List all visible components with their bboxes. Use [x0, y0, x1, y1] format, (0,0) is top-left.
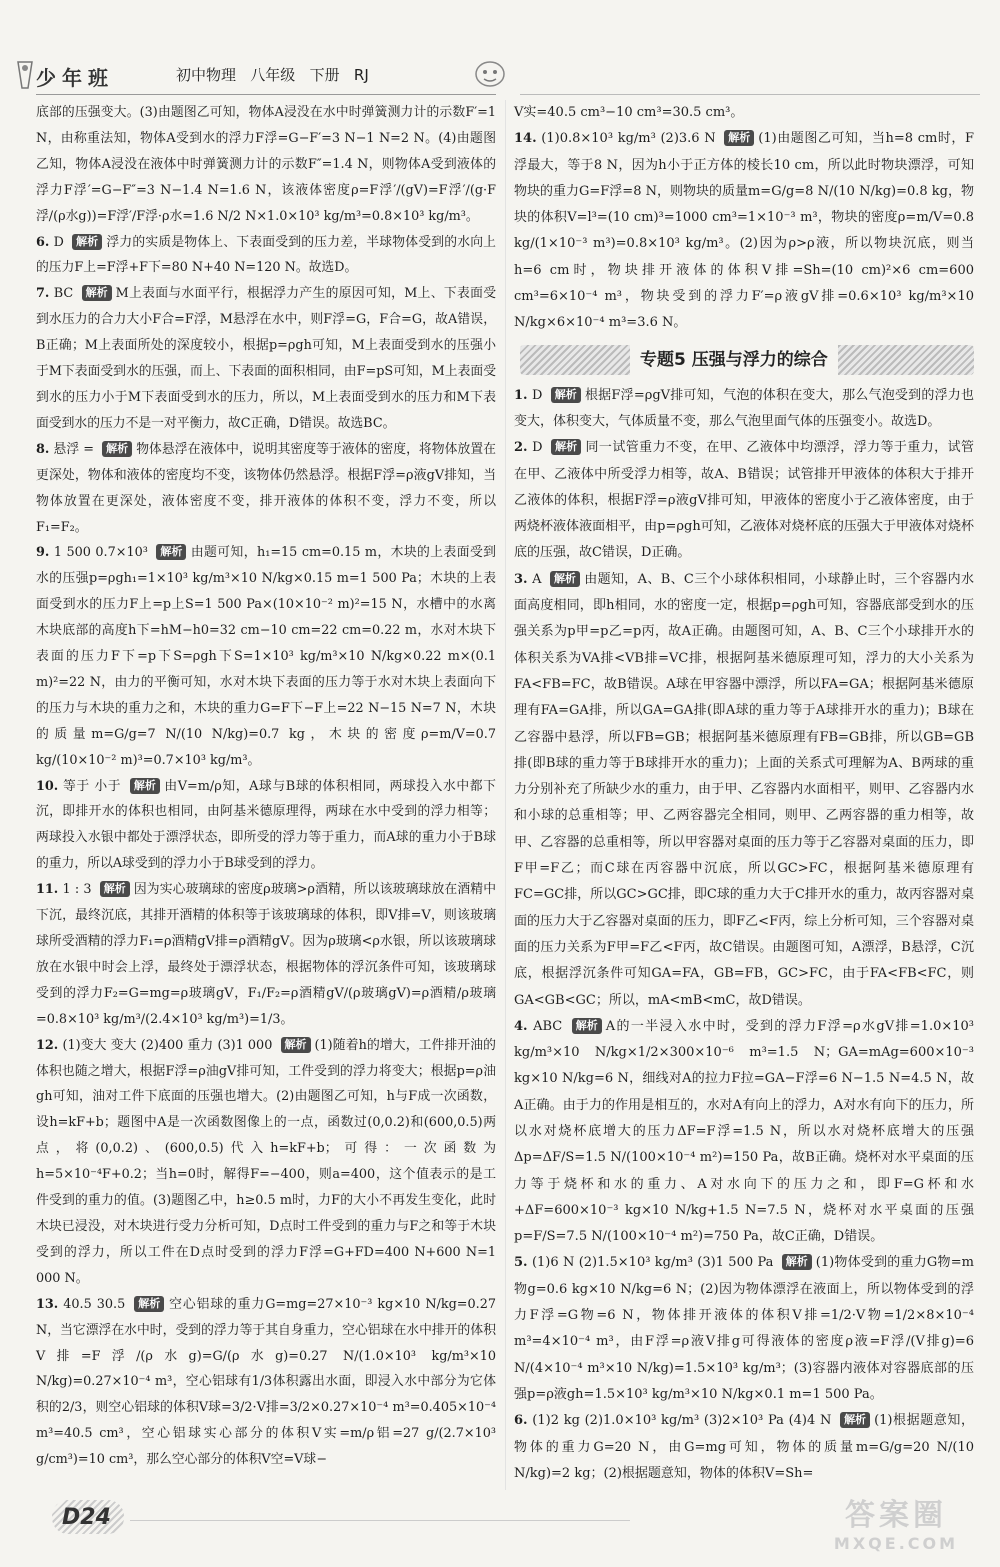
answer-item [36, 437, 496, 541]
analysis-badge: 解析 [551, 439, 581, 455]
answer-item [514, 1014, 974, 1251]
answer-text: 物体悬浮在液体中，说明其密度等于液体的密度，将物体放置在更深处，物体和液体的密度均不变，该物体仍然悬浮。根据F浮=ρ液gV排知，当物体放置在更深处，液体密度不变，排开液体的体积不变，浮力不变，所以F₁=F₂。 [36, 441, 496, 535]
answer-item [36, 281, 496, 436]
answer-item [514, 100, 974, 126]
answer-text: A的一半浸入水中时，受到的浮力F浮=ρ水gV排=1.0×10³ kg/m³×10 N/kg×1/2×300×10⁻⁶ m³=1.5 N；GA=mAg=600×10⁻³ kg×10 N/kg=6 N，细线对A的拉力F拉=GA−F浮=6 N−1.5 N=4.5 N，故A正确。由于力的作用是相互的，水对A有向上的浮力，A对水有向下的压力，所以水对烧杯底增大的压力ΔF=F浮=1.5 N，所以水对烧杯底增大的压强Δp=ΔF/S=1.5 N/(100×10⁻⁴ m²)=150 Pa，故B正确。烧杯对水平桌面的压力等于烧杯和水的重力、A对水向下的压力之和，即F=G杯和水+ΔF=600×10⁻³ kg×10 N/kg+1.5 N=7.5 N，烧杯对水平桌面的压强p=F/S=7.5 N/(100×10⁻⁴ m²)=750 Pa，故C正确，D错误。 [514, 1018, 975, 1245]
header-divider-right [520, 94, 980, 95]
page-number: D24 [62, 1505, 111, 1530]
answer-text: 由V=m/ρ知，A球与B球的体积相同，两球投入水中都下沉，即排开水的体积也相同，由阿基米德原理得，两球在水中受到的浮力相等；两球投入水银中都处于漂浮状态，即所受的浮力等于重力，而A球的重力小于B球的重力，所以A球受到的浮力小于B球受到的浮力。 [36, 778, 496, 872]
brand-logo: 少年班 [36, 66, 114, 90]
answer-value: A [532, 571, 542, 587]
question-number: 6. [514, 1413, 528, 1429]
question-number: 14. [514, 131, 537, 147]
topic-title: 专题5 压强与浮力的综合 [630, 345, 838, 375]
answer-text: (1)随着h的增大，工件排开油的体积也随之增大，根据F浮=ρ油gV排可知，工件受到的浮力将变大；根据p=ρ油gh可知，油对工件下底面的压强也增大。(2)由题图乙可知，h与F成一次函数，设h=kF+b；题图中A是一次函数图像上的一点，函数过(0,0.2)和(600,0.5)两点，将(0,0.2)、(600,0.5)代入h=kF+b；可得：一次函数为h=5×10⁻⁴F+0.2；当h=0时，解得F=−400，则a=400，这个值表示的是工件受到的重力的值。(3)题图乙中，h≥0.5 m时，力F的大小不再发生变化，此时木块已浸没，对木块进行受力分析可知，D点时工件受到的重力与F之和等于木块受到的浮力，所以工件在D点时受到的浮力F浮=G+FD=400 N+600 N=1 000 N。 [36, 1037, 496, 1286]
answer-text: 根据F浮=ρgV排可知，气泡的体积在变大，那么气泡受到的浮力也变大，体积变大，气体质量不变，那么气泡里面气体的压强变小。故选D。 [514, 387, 975, 429]
answer-text: 同一试管重力不变，在甲、乙液体中均漂浮，浮力等于重力，试管在甲、乙液体中所受浮力相等，故A、B错误；试管排开甲液体的体积大于排开乙液体的体积，根据F浮=ρ液gV排可知，甲液体的密度小于乙液体密度，由于两烧杯液体液面相平，由p=ρgh可知，乙液体对烧杯底的压强大于甲液体对烧杯底的压强，故C错误，D正确。 [514, 440, 974, 561]
question-number: 13. [36, 1296, 59, 1312]
answer-text: 由题知，A、B、C三个小球体积相同，小球静止时，三个容器内水面高度相同，即h相同，水的密度一定，根据p=ρgh可知，容器底部受到水的压强关系为p甲=p乙=p丙，故A正确。由题图可知，A、B、C三个小球排开水的体积关系为VA排<VB排=VC排，根据阿基米德原理可知，浮力的大小关系为FA<FB=FC，故B错误。A球在甲容器中漂浮，所以FA=GA；根据阿基米德原理有FA=GA排，所以GA=GA排(即A球的重力等于A球排开水的重力)；B球在乙容器中悬浮，所以FB=GB；根据阿基米德原理有FB=GB排，所以GB=GB排(即B球的重力等于B球排开水的重力)；上面的关系式可理解为A、B两球的重力分别补充了所缺少水的重力，由于甲、乙容器内水面相平，则甲、乙容器内水和小球的总重相等；甲、乙两容器完全相同，则甲、乙两容器的重力相等，故甲、乙容器的总重相等，所以甲容器对桌面的压力等于乙容器对桌面的压力，即F甲=F乙；而C球在丙容器中沉底，所以GC>FC，根据阿基米德原理有FC=GC排，所以GC>GC排，即C球的重力大于C排开水的重力，故丙容器对桌面的压力大于乙容器对桌面的压力，即F乙<F丙，综上分析可知，三个容器对桌面的压力关系为F甲=F乙<F丙，故C错误。由题图可知，A漂浮，B悬浮，C沉底，根据浮沉条件可知GA=FA，GB=FB，GC>FC，由于FA<FB<FC，则GA<GB<GC；所以，mA<mB<mC，故D错误。 [514, 571, 975, 1008]
analysis-badge: 解析 [724, 130, 754, 146]
header-divider [36, 94, 496, 95]
answer-value: 40.5 30.5 [63, 1296, 126, 1312]
analysis-badge: 解析 [551, 387, 581, 403]
analysis-badge: 解析 [572, 1018, 602, 1034]
answer-item [36, 540, 496, 773]
page-header [0, 0, 1000, 100]
answer-item [514, 435, 974, 566]
analysis-badge: 解析 [550, 571, 580, 587]
answer-item [36, 100, 496, 230]
answer-value: 1 : 3 [62, 882, 92, 898]
answer-text: (1)根据题意知，物体的重力G=20 N，由G=mg可知，物体的质量m=G/g=20 N/(10 N/kg)=2 kg；(2)根据题意知，物体的体积V=Sh= [514, 1413, 974, 1481]
answer-item [514, 383, 974, 436]
analysis-badge: 解析 [82, 285, 112, 301]
question-number: 3. [514, 571, 528, 587]
answer-item [36, 877, 496, 1032]
book-info: 初中物理 八年级 下册 RJ [176, 66, 369, 84]
answer-item [36, 1033, 496, 1292]
question-number: 8. [36, 441, 50, 457]
answer-text: 底部的压强变大。(3)由题图乙可知，物体A浸没在水中时弹簧测力计的示数F′=1 N，由称重法知，物体A受到水的浮力F浮=G−F′=3 N−1 N=2 N。(4)由题图乙知，物体A浸没在液体中时弹簧测力计的示数F″=1.4 N，则物体A受到液体的浮力F浮′=G−F″=3 N−1.4 N=1.6 N，该液体密度ρ=F浮′/(gV)=F浮′/(g·F浮/(ρ水g))=F浮′/F浮·ρ水=1.6 N/2 N×1.0×10³ kg/m³=0.8×10³ kg/m³。 [36, 105, 496, 224]
answer-value: (1)2 kg (2)1.0×10³ kg/m³ (3)2×10³ Pa (4)4 N [532, 1413, 832, 1429]
answer-text: 浮力的实质是物体上、下表面受到的压力差，半球物体受到的水向上的压力F上=F浮+F下=80 N+40 N=120 N。故选D。 [36, 234, 496, 276]
analysis-badge: 解析 [156, 544, 186, 560]
watermark-title: 答案圈 [845, 1498, 947, 1533]
answer-value: D [531, 387, 543, 403]
analysis-badge: 解析 [134, 1296, 164, 1312]
answer-value: (1)0.8×10³ kg/m³ (2)3.6 N [541, 131, 716, 147]
answer-value: (1)6 N (2)1.5×10³ kg/m³ (3)1 500 Pa [531, 1255, 774, 1271]
watermark [806, 1498, 986, 1558]
answer-text: 因为实心玻璃球的密度ρ玻璃>ρ酒精，所以该玻璃球放在酒精中下沉，最终沉底，其排开酒精的体积等于该玻璃球的体积，即V排=V，则该玻璃球所受酒精的浮力F₁=ρ酒精gV排=ρ酒精gV。因为ρ玻璃<ρ水银，所以该玻璃球放在水银中时会上浮，最终处于漂浮状态，根据物体的浮沉条件可知，该玻璃球受到的浮力F₂=G=mg=ρ玻璃gV，F₁/F₂=ρ酒精gV/(ρ玻璃gV)=ρ酒精/ρ玻璃=0.8×10³ kg/m³/(2.4×10³ kg/m³)=1/3。 [36, 882, 497, 1027]
answer-text: (1)由题图乙可知，当h=8 cm时，F浮最大，等于8 N，因为h小于正方体的棱长10 cm，所以此时物块漂浮，可知物块的重力G=F浮=8 N，则物块的质量m=G/g=8 N/(10 N/kg)=0.8 kg，物块的体积V=l³=(10 cm)³=1000 cm³=1×10⁻³ m³，物块的密度ρ=m/V=0.8 kg/(1×10⁻³ m³)=0.8×10³ kg/m³。(2)因为ρ>ρ液，所以物块沉底，则当h=6 cm时，物块排开液体的体积V排=Sh=(10 cm)²×6 cm=600 cm³=6×10⁻⁴ m³，物块受到的浮力F′=ρ液gV排=0.6×10³ kg/m³×10 N/kg×6×10⁻⁴ m³=3.6 N。 [514, 131, 974, 331]
mascot-icon [470, 56, 510, 92]
topic-banner [520, 345, 974, 375]
answer-text: V实=40.5 cm³−10 cm³=30.5 cm³。 [514, 105, 744, 120]
question-number: 7. [36, 286, 50, 302]
answer-value: ABC [533, 1018, 563, 1034]
analysis-badge: 解析 [72, 234, 102, 250]
analysis-badge: 解析 [840, 1412, 870, 1428]
answer-value: 1 500 0.7×10³ [53, 545, 148, 561]
answer-value: D [532, 440, 543, 456]
analysis-badge: 解析 [782, 1254, 812, 1270]
footer-divider [130, 1520, 630, 1521]
answer-value: 等于 小于 [62, 778, 122, 794]
answer-item [36, 230, 496, 282]
pencil-icon [14, 60, 36, 90]
answer-text: (1)物体受到的重力G物=m物g=0.6 kg×10 N/kg=6 N；(2)因为物体漂浮在液面上，所以物体受到的浮力F浮=G物=6 N，物体排开液体的体积V排=1/2·V物=1/2×8×10⁻⁴ m³=4×10⁻⁴ m³，由F浮=ρ液V排g可得液体的密度ρ液=F浮/(V排g)=6 N/(4×10⁻⁴ m³×10 N/kg)=1.5×10³ kg/m³；(3)容器内液体对容器底部的压强p=ρ液gh=1.5×10³ kg/m³×10 N/kg×0.1 m=1 500 Pa。 [514, 1255, 974, 1402]
question-number: 9. [36, 545, 50, 561]
left-column [36, 100, 496, 1473]
answer-item [514, 1408, 974, 1487]
question-number: 10. [36, 778, 59, 794]
answer-text: 空心铝球的重力G=mg=27×10⁻³ kg×10 N/kg=0.27 N，当它漂浮在水中时，受到的浮力等于其自身重力，空心铝球在水中排开的体积V排=F浮/(ρ水g)=G/(ρ水g)=0.27 N/(1.0×10³ kg/m³×10 N/kg)=0.27×10⁻⁴ m³，空心铝球有1/3体积露出水面，即浸入水中部分为它体积的2/3，则空心铝球的体积V球=3/2·V排=3/2×0.27×10⁻⁴ m³=0.405×10⁻⁴ m³=40.5 cm³，空心铝球实心部分的体积V实=m/ρ铝=27 g/(2.7×10³ g/cm³)=10 cm³，那么空心部分的体积V空=V球− [36, 1296, 496, 1468]
watermark-url: MXQE.COM [833, 1534, 959, 1553]
answer-item [514, 567, 974, 1014]
analysis-badge: 解析 [102, 441, 132, 457]
answer-value: (1)变大 变大 (2)400 重力 (3)1 000 [62, 1037, 273, 1053]
answer-text: M上表面与水面平行，根据浮力产生的原因可知，M上、下表面受到水压力的合力大小F合=F浮，M悬浮在水中，则F浮=G，F合=G，故A错误，B正确；M上表面所处的深度较小，根据p=ρgh可知，M上表面受到水的压强小于M下表面受到水的压强，而上、下表面的面积相同，由F=pS可知，M上表面受到水的压力小于M下表面受到水的压力，所以，M上表面受到水的压力和M下表面受到水的压力不是一对平衡力，故C正确，D错误。故选BC。 [36, 286, 496, 431]
column-divider [505, 100, 506, 1490]
question-number: 12. [36, 1037, 59, 1053]
question-number: 1. [514, 387, 528, 403]
question-number: 2. [514, 440, 528, 456]
answer-item [36, 1292, 496, 1473]
analysis-badge: 解析 [281, 1037, 311, 1053]
question-number: 5. [514, 1255, 528, 1271]
question-number: 4. [514, 1018, 528, 1034]
answer-item [514, 126, 974, 336]
answer-value: 悬浮 = [53, 441, 95, 457]
question-number: 6. [36, 234, 50, 250]
answer-item [514, 1250, 974, 1408]
answer-text: 由题可知，h₁=15 cm=0.15 m，木块的上表面受到水的压强p=ρgh₁=1×10³ kg/m³×10 N/kg×0.15 m=1 500 Pa；木块的上表面受到水的压力F上=p上S=1 500 Pa×(10×10⁻² m)²=15 N，水槽中的水离木块底部的高度h下=hM−h0=32 cm−10 cm=22 cm=0.22 m，水对木块下表面的压力F下=p下S=ρgh下S=1×10³ kg/m³×10 N/kg×0.22 m×(0.1 m)²=22 N，由力的平衡可知，水对木块下表面的压力等于水对木块上表面向下的压力与木块的重力之和，木块的重力G=F下−F上=22 N−15 N=7 N，木块的质量m=G/g=7 N/(10 N/kg)=0.7 kg，木块的密度ρ=m/V=0.7 kg/(10×10⁻² m)³=0.7×10³ kg/m³。 [36, 545, 496, 768]
answer-value: BC [53, 286, 74, 302]
answer-item [36, 774, 496, 878]
analysis-badge: 解析 [130, 778, 160, 794]
analysis-badge: 解析 [100, 881, 130, 897]
question-number: 11. [36, 882, 59, 898]
right-column [514, 100, 974, 1487]
answer-value: D [53, 234, 64, 250]
